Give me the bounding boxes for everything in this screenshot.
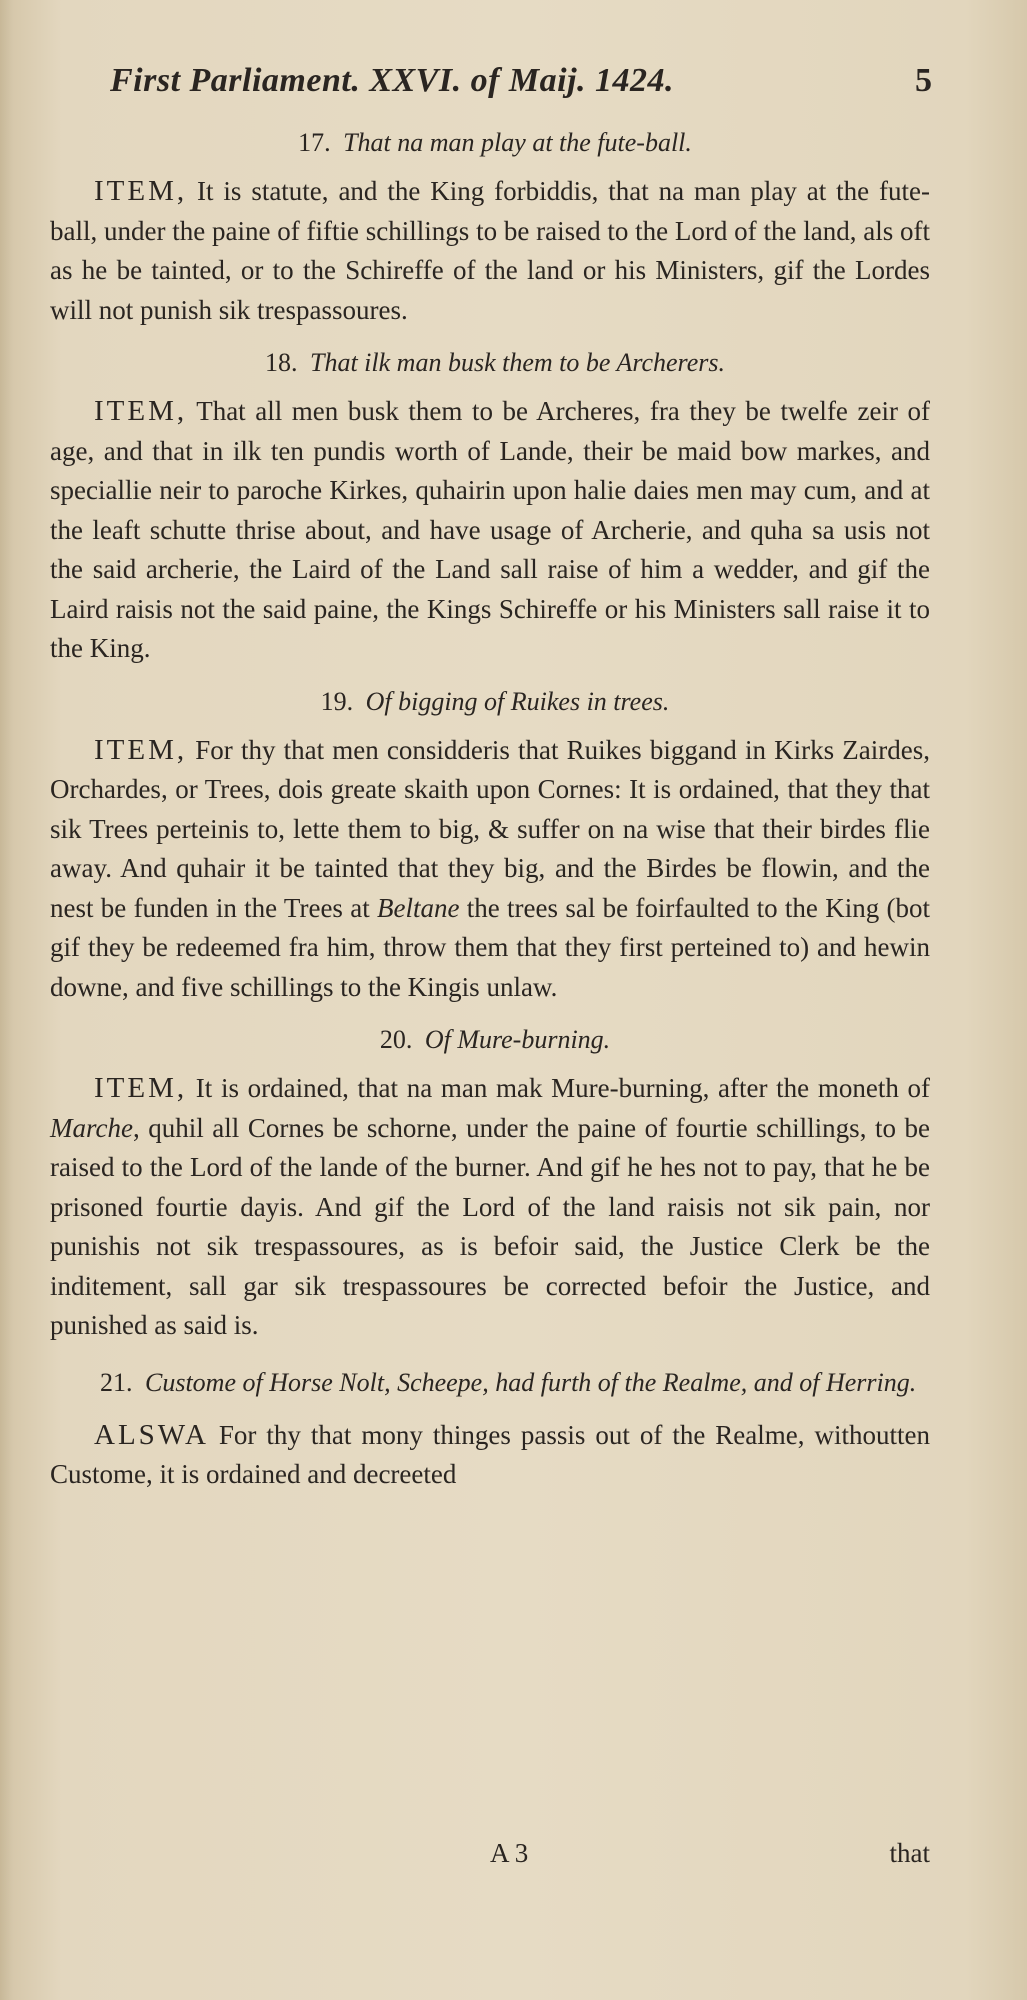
section-number: 21. bbox=[100, 1367, 133, 1397]
section-text-b: , quhil all Cornes be schorne, under the paine of fourtie schillings, to be raised to the Lord of the lande of the burner. And gif he hes not to pay, that he be prisoned fourtie dayis. And gif the Lord of the land raisis not sik pain, nor punishis not sik trespassoures, as is befoir said, the Justice Clerk be the inditement, sall gar sik trespassoures be corrected befoir the Justice, and punished as said is. bbox=[50, 1112, 930, 1340]
section-heading-17 bbox=[50, 128, 930, 158]
section-heading-18 bbox=[50, 348, 930, 378]
section-paragraph-21 bbox=[50, 1416, 930, 1495]
catchword: that bbox=[889, 1838, 930, 1868]
section-heading-19 bbox=[50, 687, 930, 717]
section-text-b: the trees sal be foirfaulted to the King (bot gif they be redeemed fra him, throw them that they first perteined to) and hewin downe, and five schillings to the Kingis unlaw. bbox=[50, 892, 930, 1002]
section-text: For thy that mony thinges passis out of the Realme, withoutten Custome, it is ordained and decreeted bbox=[50, 1419, 930, 1489]
page-header bbox=[110, 62, 932, 110]
section-lead-word: ALSWA bbox=[94, 1418, 209, 1451]
section-heading-20 bbox=[50, 1025, 930, 1055]
section-title: Of Mure-burning. bbox=[424, 1025, 611, 1054]
section-number: 17. bbox=[298, 128, 331, 157]
section-paragraph-19 bbox=[50, 731, 930, 1008]
section-title: That na man play at the fute-ball. bbox=[343, 128, 692, 157]
running-title: First Parliament. XXVI. of Maij. 1424. bbox=[110, 62, 675, 99]
section-lead-word: ITEM, bbox=[94, 175, 188, 207]
section-text: It is statute, and the King forbiddis, that na man play at the fute-ball, under the paine of fiftie schillings to be raised to the Lord of the land, als oft as he be tainted, or to the Schireffe of the land or his Ministers, gif the Lordes will not punish sik trespassoures. bbox=[50, 176, 930, 325]
section-paragraph-17 bbox=[50, 172, 930, 330]
section-lead-word: ITEM, bbox=[94, 395, 188, 427]
section-heading-21 bbox=[50, 1364, 930, 1402]
section-title: Of bigging of Ruikes in trees. bbox=[365, 686, 670, 716]
page-edge bbox=[0, 0, 14, 2000]
section-text-a: It is ordained, that na man mak Mure-burning, after the moneth of bbox=[187, 1073, 930, 1103]
section-text: That all men busk them to be Archeres, fra they be twelfe zeir of age, and that in ilk ten pundis worth of Lande, their be maid bow markes, and speciallie neir to paroche Kirkes, quhairin upon halie daies men may cum, and at the leaft schutte thrise about, and have usage of Archerie, and quha sa usis not the said archerie, the Laird of the Land sall raise of him a wedder, and gif the Laird raisis not the said paine, the Kings Schireffe or his Ministers sall raise it to the King. bbox=[50, 396, 930, 663]
page-number: 5 bbox=[915, 62, 932, 99]
page-body bbox=[50, 128, 930, 1513]
section-lead-word: ITEM, bbox=[94, 1072, 188, 1104]
page-footer bbox=[50, 1838, 930, 1878]
section-title: That ilk man busk them to be Archerers. bbox=[310, 348, 725, 377]
section-title: Custome of Horse Nolt, Scheepe, had furth of the Realme, and of Herring. bbox=[145, 1367, 917, 1397]
section-number: 19. bbox=[320, 686, 354, 716]
section-italic-term: Marche bbox=[50, 1112, 133, 1143]
section-number: 20. bbox=[379, 1025, 413, 1054]
section-paragraph-20 bbox=[50, 1069, 930, 1346]
section-paragraph-18 bbox=[50, 392, 930, 669]
section-lead-word: ITEM, bbox=[94, 733, 188, 766]
section-text-a: For thy that men considderis that Ruikes biggand in Kirks Zairdes, Orchardes, or Trees, dois greate skaith upon Cornes: It is ordained, that they that sik Trees perteinis to, lette them to big, & suffer on na wise that their birdes flie away. And quhair it be tainted that they big, and the Birdes be flowin, and the nest be funden in the Trees at bbox=[50, 734, 930, 923]
section-number: 18. bbox=[265, 348, 298, 377]
section-italic-term: Beltane bbox=[377, 892, 460, 923]
signature-mark: A 3 bbox=[490, 1838, 529, 1868]
